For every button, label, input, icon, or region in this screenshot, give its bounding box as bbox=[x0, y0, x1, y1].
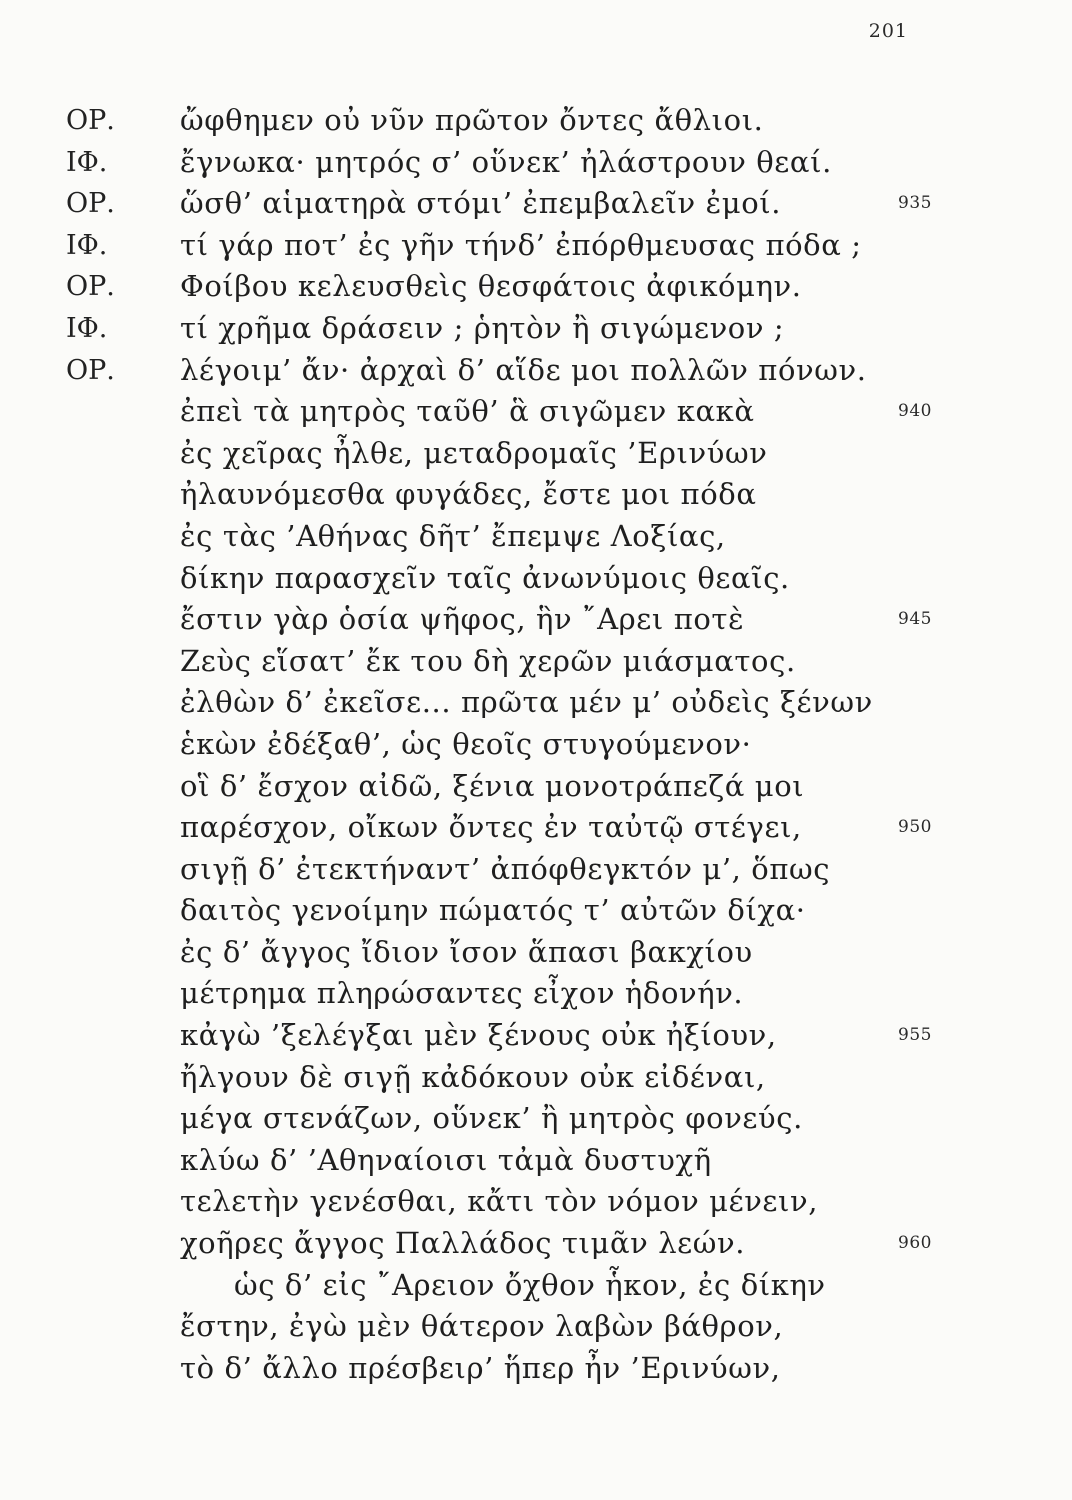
verse-text: ἔστιν γὰρ ὁσία ψῆφος, ἣν ῎Αρει ποτὲ bbox=[180, 602, 745, 637]
verse-line bbox=[0, 973, 1072, 1015]
verse-text: λέγοιμ’ ἄν· ἀρχαὶ δ’ αἵδε μοι πολλῶν πόνων. bbox=[180, 352, 867, 387]
verse-line bbox=[0, 516, 1072, 558]
line-number: 940 bbox=[898, 401, 932, 422]
verse-text: κλύω δ’ ’Αθηναίοισι τἀμὰ δυστυχῆ bbox=[180, 1142, 712, 1177]
speaker-label: ΙΦ. bbox=[66, 312, 108, 344]
line-number: 945 bbox=[898, 609, 932, 630]
verse-text: ἤλγουν δὲ σιγῇ κἀδόκουν οὐκ εἰδέναι, bbox=[180, 1059, 766, 1094]
speaker-label: ΟΡ. bbox=[66, 105, 115, 136]
verse-text: οἳ δ’ ἔσχον αἰδῶ, ξένια μονοτράπεζά μοι bbox=[180, 768, 805, 803]
verse-line bbox=[0, 1223, 1072, 1265]
verse-line bbox=[0, 225, 1072, 267]
speaker-label: ΙΦ. bbox=[66, 146, 108, 178]
verse-line bbox=[0, 1140, 1072, 1182]
verse-line bbox=[0, 890, 1072, 932]
verse-line bbox=[0, 807, 1072, 849]
verse-text: ἔγνωκα· μητρός σ’ οὕνεκ’ ἠλάστρουν θεαί. bbox=[180, 144, 832, 179]
verse-line bbox=[0, 266, 1072, 308]
verse-line bbox=[0, 100, 1072, 142]
verse-line bbox=[0, 1098, 1072, 1140]
verse-text: τί γάρ ποτ’ ἐς γῆν τήνδ’ ἐπόρθμευσας πόδα ; bbox=[180, 227, 862, 262]
verse-text: ἐπεὶ τὰ μητρὸς ταῦθ’ ἃ σιγῶμεν κακὰ bbox=[180, 394, 755, 429]
speaker-label: ΟΡ. bbox=[66, 188, 115, 220]
verse-line bbox=[0, 766, 1072, 808]
verse-line bbox=[0, 1181, 1072, 1223]
verse-text: τελετὴν γενέσθαι, κἄτι τὸν νόμον μένειν, bbox=[180, 1184, 819, 1219]
verse-line bbox=[0, 1348, 1072, 1390]
verse-line bbox=[0, 599, 1072, 641]
speaker-label: ΙΦ. bbox=[66, 229, 108, 261]
verse-text: ἐλθὼν δ’ ἐκεῖσε... πρῶτα μέν μ’ οὐδεὶς ξένων bbox=[180, 685, 873, 720]
verse-line bbox=[0, 433, 1072, 475]
speaker-label: ΟΡ. bbox=[66, 271, 115, 303]
verse-text: τὸ δ’ ἄλλο πρέσβειρ’ ἥπερ ἦν ’Ερινύων, bbox=[180, 1350, 781, 1385]
verse-line bbox=[0, 724, 1072, 766]
verse-text: ἐς δ’ ἄγγος ἴδιον ἴσον ἅπασι βακχίου bbox=[180, 934, 753, 969]
verse-line bbox=[0, 142, 1072, 184]
verse-text: δαιτὸς γενοίμην πώματός τ’ αὐτῶν δίχα· bbox=[180, 893, 806, 928]
verse-text: ὥσθ’ αἱματηρὰ στόμι’ ἐπεμβαλεῖν ἐμοί. bbox=[180, 186, 782, 221]
verse-line bbox=[0, 350, 1072, 392]
verse-text: παρέσχον, οἴκων ὄντες ἐν ταὐτῷ στέγει, bbox=[180, 810, 802, 845]
verse-line bbox=[0, 558, 1072, 600]
verse-text: ἔστην, ἐγὼ μὲν θάτερον λαβὼν βάθρον, bbox=[180, 1309, 784, 1344]
verse-line bbox=[0, 849, 1072, 891]
verse-text: χοῆρες ἄγγος Παλλάδος τιμᾶν λεών. bbox=[180, 1226, 746, 1261]
verse-text-block bbox=[0, 100, 1072, 1389]
verse-line bbox=[0, 641, 1072, 683]
verse-line bbox=[0, 932, 1072, 974]
verse-line bbox=[0, 391, 1072, 433]
line-number: 955 bbox=[898, 1025, 932, 1046]
verse-text: δίκην παρασχεῖν ταῖς ἀνωνύμοις θεαῖς. bbox=[180, 560, 790, 595]
verse-line bbox=[0, 1057, 1072, 1099]
verse-line bbox=[0, 474, 1072, 516]
verse-line bbox=[0, 1015, 1072, 1057]
line-number: 950 bbox=[898, 817, 932, 838]
verse-text: ἠλαυνόμεσθα φυγάδες, ἔστε μοι πόδα bbox=[180, 477, 757, 512]
speaker-label: ΟΡ. bbox=[66, 354, 115, 386]
verse-line bbox=[0, 682, 1072, 724]
page-number: 201 bbox=[868, 20, 908, 42]
verse-text: ὤφθημεν οὐ νῦν πρῶτον ὄντες ἄθλιοι. bbox=[180, 103, 764, 137]
verse-line bbox=[0, 308, 1072, 350]
verse-text: μέγα στενάζων, οὕνεκ’ ἢ μητρὸς φονεύς. bbox=[180, 1101, 803, 1136]
line-number: 935 bbox=[898, 193, 932, 214]
verse-line bbox=[0, 1265, 1072, 1307]
verse-text: τί χρῆμα δράσειν ; ῥητὸν ἢ σιγώμενον ; bbox=[180, 310, 785, 345]
verse-text: Φοίβου κελευσθεὶς θεσφάτοις ἀφικόμην. bbox=[180, 269, 802, 304]
verse-line bbox=[0, 183, 1072, 225]
verse-text: ὡς δ’ εἰς ῎Αρειον ὄχθον ἧκον, ἐς δίκην bbox=[234, 1267, 826, 1302]
verse-text: ἐς τὰς ’Αθήνας δῆτ’ ἔπεμψε Λοξίας, bbox=[180, 518, 726, 553]
verse-text: σιγῇ δ’ ἐτεκτήναντ’ ἀπόφθεγκτόν μ’, ὅπως bbox=[180, 851, 831, 886]
verse-text: Ζεὺς εἵσατ’ ἔκ του δὴ χερῶν μιάσματος. bbox=[180, 643, 796, 678]
verse-text: ἑκὼν ἐδέξαθ’, ὡς θεοῖς στυγούμενον· bbox=[180, 726, 752, 761]
line-number: 960 bbox=[898, 1233, 932, 1254]
verse-text: ἐς χεῖρας ἦλθε, μεταδρομαῖς ’Ερινύων bbox=[180, 435, 768, 470]
verse-line bbox=[0, 1306, 1072, 1348]
verse-text: κἀγὼ ’ξελέγξαι μὲν ξένους οὐκ ἠξίουν, bbox=[180, 1018, 777, 1053]
verse-text: μέτρημα πληρώσαντες εἶχον ἡδονήν. bbox=[180, 976, 744, 1011]
